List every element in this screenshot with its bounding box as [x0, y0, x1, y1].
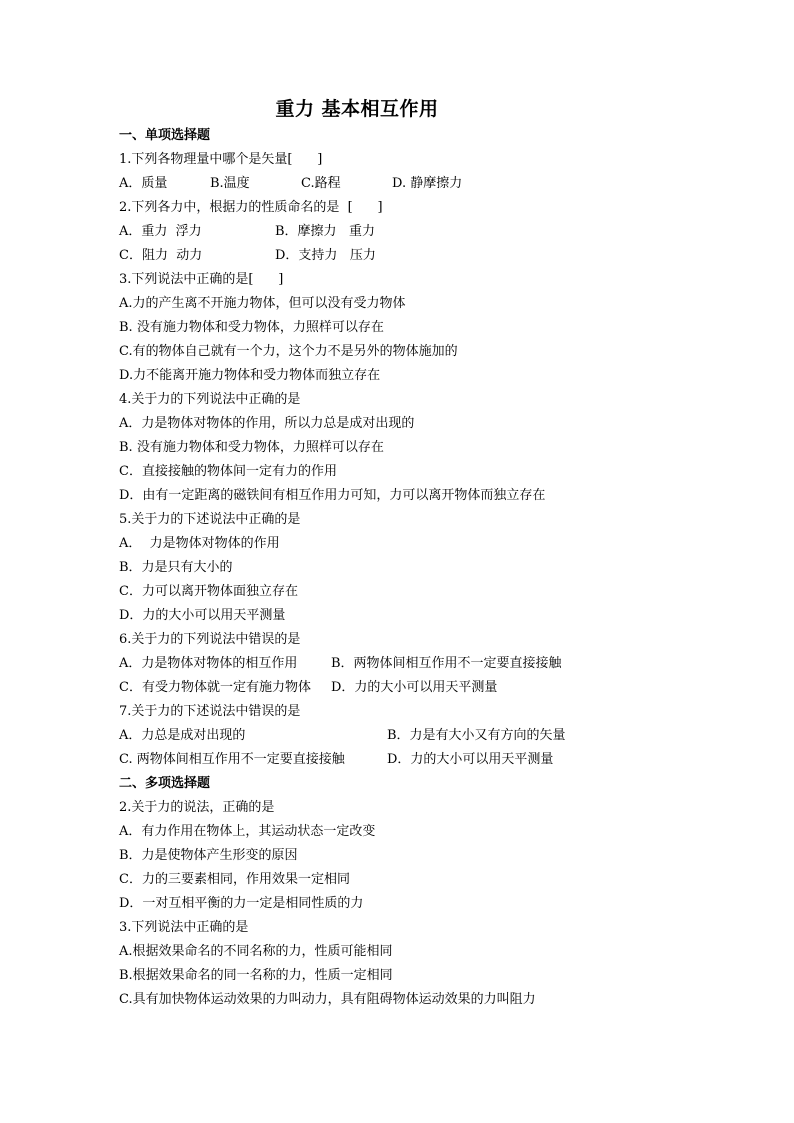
- multi-question-2-stem: 2.关于力的说法，正确的是: [119, 800, 275, 815]
- multi-question-3-stem: 3.下列说法中正确的是: [119, 920, 249, 935]
- question-6-options-row-2: [119, 676, 589, 700]
- question-6-option-c: C．有受力物体就一定有施力物体: [119, 680, 311, 695]
- multi-question-3-option-b: B.根据效果命名的同一名称的力，性质一定相同: [119, 968, 393, 983]
- multi-question-2-option-b: B．力是使物体产生形变的原因: [119, 848, 298, 863]
- question-4-option-d: D．由有一定距离的磁铁间有相互作用力可知，力可以离开物体而独立存在: [119, 488, 546, 503]
- question-1-option-c: C.路程: [301, 176, 341, 191]
- question-6-option-b: B．两物体间相互作用不一定要直接接触: [331, 656, 562, 671]
- question-5-option-d: D．力的大小可以用天平测量: [119, 608, 286, 623]
- question-5-option-a: A． 力是物体对物体的作用: [119, 536, 280, 551]
- question-3-option-b: B. 没有施力物体和受力物体，力照样可以存在: [119, 320, 384, 335]
- question-6-stem: 6.关于力的下列说法中错误的是: [119, 632, 301, 647]
- question-1-option-d: D. 静摩擦力: [392, 176, 463, 191]
- question-2-options-row-1: [119, 220, 589, 244]
- question-3-option-a: A.力的产生离不开施力物体，但可以没有受力物体: [119, 296, 406, 311]
- question-5-option-b: B．力是只有大小的: [119, 560, 233, 575]
- question-7-options-row-2: [119, 748, 589, 772]
- question-1-option-b: B.温度: [210, 176, 250, 191]
- question-2-option-c: C．阻力 动力: [119, 248, 203, 263]
- question-7-option-a: A．力总是成对出现的: [119, 728, 246, 743]
- section-heading-single-choice: 一、单项选择题: [119, 128, 211, 143]
- question-1-option-a: A．质量: [119, 176, 168, 191]
- multi-question-2-option-c: C．力的三要素相同，作用效果一定相同: [119, 872, 350, 887]
- question-5-stem: 5.关于力的下述说法中正确的是: [119, 512, 301, 527]
- question-7-option-d: D．力的大小可以用天平测量: [387, 752, 554, 767]
- multi-question-2-option-a: A．有力作用在物体上，其运动状态一定改变: [119, 824, 376, 839]
- question-7-options-row-1: [119, 724, 589, 748]
- question-5-option-c: C．力可以离开物体面独立存在: [119, 584, 298, 599]
- question-7-option-b: B．力是有大小又有方向的矢量: [387, 728, 566, 743]
- section-heading-multiple-choice: 二、多项选择题: [119, 776, 211, 791]
- question-6-option-a: A．力是物体对物体的相互作用: [119, 656, 298, 671]
- question-1-stem: 1.下列各物理量中哪个是矢量[ ]: [119, 152, 323, 167]
- question-7-stem: 7.关于力的下述说法中错误的是: [119, 704, 301, 719]
- question-3-option-c: C.有的物体自己就有一个力，这个力不是另外的物体施加的: [119, 344, 458, 359]
- question-4-option-b: B. 没有施力物体和受力物体，力照样可以存在: [119, 440, 384, 455]
- question-4-option-c: C．直接接触的物体间一定有力的作用: [119, 464, 337, 479]
- question-4-stem: 4.关于力的下列说法中正确的是: [119, 392, 301, 407]
- question-2-option-a: A．重力 浮力: [119, 224, 202, 239]
- multi-question-2-option-d: D．一对互相平衡的力一定是相同性质的力: [119, 896, 364, 911]
- worksheet: [119, 94, 589, 1012]
- question-2-options-row-2: [119, 244, 589, 268]
- question-2-stem: 2.下列各力中，根据力的性质命名的是 [ ]: [119, 200, 383, 215]
- question-2-option-d: D．支持力 压力: [275, 248, 376, 263]
- question-6-option-d: D．力的大小可以用天平测量: [331, 680, 498, 695]
- question-1-options: [119, 172, 589, 196]
- page-title: 重力 基本相互作用: [275, 98, 439, 120]
- multi-question-3-option-a: A.根据效果命名的不同名称的力，性质可能相同: [119, 944, 393, 959]
- multi-question-3-option-c: C.具有加快物体运动效果的力叫动力，具有阻碍物体运动效果的力叫阻力: [119, 992, 536, 1007]
- question-3-option-d: D.力不能离开施力物体和受力物体而独立存在: [119, 368, 381, 383]
- question-3-stem: 3.下列说法中正确的是[ ]: [119, 272, 284, 287]
- question-7-option-c: C. 两物体间相互作用不一定要直接接触: [119, 752, 345, 767]
- question-2-option-b: B．摩擦力 重力: [275, 224, 375, 239]
- question-4-option-a: A．力是物体对物体的作用，所以力总是成对出现的: [119, 416, 415, 431]
- question-6-options-row-1: [119, 652, 589, 676]
